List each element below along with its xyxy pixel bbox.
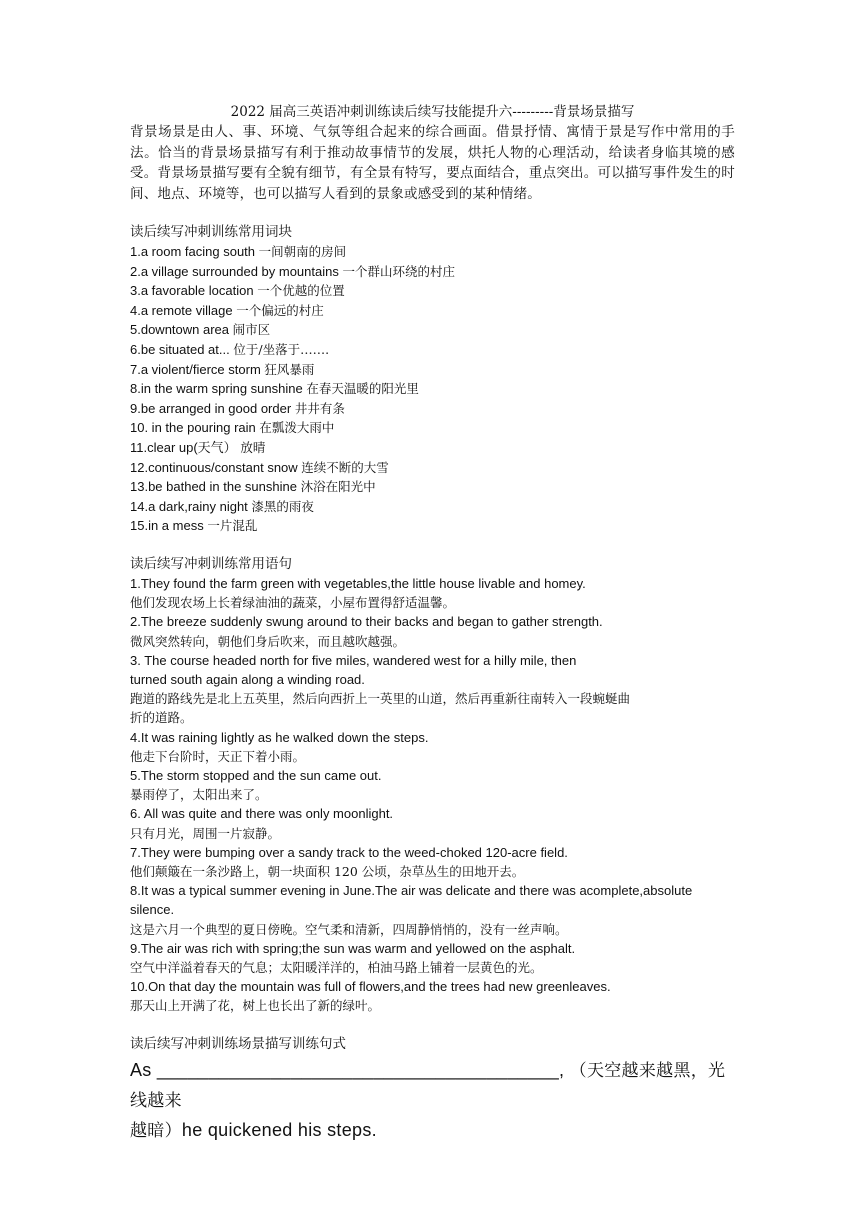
sentences-heading: 读后续写冲刺训练常用语句: [130, 555, 292, 572]
exercise-blank: _______________________________________,: [156, 1059, 565, 1080]
exercise-continuation: he quickened his steps.: [181, 1119, 377, 1140]
phrase-english: 2.a village surrounded by mountains: [130, 263, 339, 279]
phrase-item: [130, 340, 735, 360]
exercise-line-2: [130, 1116, 735, 1146]
phrase-chinese: 闹市区: [232, 322, 271, 338]
phrase-item: [130, 516, 735, 536]
phrase-chinese: 放晴: [240, 439, 266, 455]
sentence-chinese: 暴雨停了，太阳出来了。: [130, 787, 268, 803]
intro-paragraph: 背景场景是由人、事、环境、气氛等组合起来的综合画面。借景抒情、寓情于景是写作中常用的手法。恰当的背景场景描写有利于推动故事情节的发展，烘托人物的心理活动，给读者身临其境的感受。背景场景描写要有全貌有细节，有全景有特写，要点面结合，重点突出。可以描写事件发生的时间、地点、环境等，也可以描写人看到的景象或感受到的某种情绪。: [130, 124, 735, 202]
phrase-english: 5.downtown area: [130, 322, 230, 338]
sentence-item: [130, 977, 735, 1015]
phrase-english: 8.in the warm spring sunshine: [130, 381, 303, 397]
sentence-item: [130, 574, 735, 612]
sentence-item: [130, 804, 735, 842]
sentence-english: turned south again along a winding road.: [130, 671, 365, 687]
phrase-item: [130, 320, 735, 340]
sentence-chinese: 空气中洋溢着春天的气息；太阳暖洋洋的，柏油马路上铺着一层黄色的光。: [130, 959, 543, 975]
phrase-item: [130, 379, 735, 399]
sentence-english: 2.The breeze suddenly swung around to their backs and began to gather strength.: [130, 614, 603, 630]
phrase-chinese: 在春天温暖的阳光里: [306, 381, 419, 397]
phrase-item: [130, 497, 735, 517]
sentence-item: [130, 651, 735, 728]
sentence-item: [130, 939, 735, 977]
sentence-list: [130, 574, 735, 1016]
exercise-line-1: [130, 1056, 735, 1116]
sentence-chinese: 跑道的路线先是北上五英里，然后向西折上一英里的山道，然后再重新往南转入一段蜿蜒曲: [130, 691, 631, 707]
sentence-chinese: 微风突然转向，朝他们身后吹来，而且越吹越强。: [130, 633, 406, 649]
sentence-english: 7.They were bumping over a sandy track to the weed-choked 120-acre field.: [130, 844, 568, 860]
phrase-list: [130, 242, 735, 536]
phrase-english: 9.be arranged in good order: [130, 400, 292, 416]
phrase-english: 12.continuous/constant snow: [130, 459, 298, 475]
phrase-english: 13.be bathed in the sunshine: [130, 479, 297, 495]
sentence-chinese: 这是六月一个典型的夏日傍晚。空气柔和清新，四周静悄悄的，没有一丝声响。: [130, 921, 568, 937]
phrase-chinese: 漆黑的雨夜: [251, 498, 314, 514]
sentence-english: 5.The storm stopped and the sun came out.: [130, 767, 382, 783]
phrase-chinese: 井井有条: [294, 400, 345, 416]
sentence-english: 1.They found the farm green with vegetables,the little house livable and homey.: [130, 575, 586, 591]
phrase-english: 1.a room facing south: [130, 244, 256, 259]
sentence-english: 4.It was raining lightly as he walked down the steps.: [130, 729, 429, 745]
sentence-chinese: 他们发现农场上长着绿油油的蔬菜，小屋布置得舒适温馨。: [130, 595, 456, 611]
phrase-chinese: 连续不断的大雪: [301, 459, 389, 475]
sentence-item: [130, 612, 735, 650]
phrase-chinese: 在瓢泼大雨中: [259, 420, 335, 436]
sentence-english: 10.On that day the mountain was full of flowers,and the trees had new greenleaves.: [130, 979, 611, 995]
sentence-item: [130, 766, 735, 804]
phrases-heading: 读后续写冲刺训练常用词块: [130, 224, 292, 240]
exercise-sentence: [130, 1056, 735, 1146]
phrase-chinese: 位于/坐落于…….: [233, 341, 330, 357]
phrase-item: [130, 262, 735, 282]
document-title: 2022 届高三英语冲刺训练读后续写技能提升六---------背景场景描写: [230, 104, 635, 120]
sentence-english: 8.It was a typical summer evening in June.The air was delicate and there was acomplete,absolute: [130, 883, 693, 899]
phrase-chinese: 一个优越的位置: [257, 283, 345, 299]
sentence-chinese: 折的道路。: [130, 710, 193, 726]
sentence-item: [130, 728, 735, 766]
phrase-item: [130, 301, 735, 321]
phrase-chinese: 狂风暴雨: [264, 361, 315, 377]
exercise-hint-part1: （天空越来越黑，光线越来: [130, 1060, 726, 1111]
sentence-chinese: 那天山上开满了花，树上也长出了新的绿叶。: [130, 998, 381, 1014]
phrase-item: [130, 418, 735, 438]
sentence-english: silence.: [130, 902, 175, 918]
exercise-heading: 读后续写冲刺训练场景描写训练句式: [130, 1035, 346, 1052]
phrase-english: 4.a remote village: [130, 302, 233, 318]
phrase-english: 15.in a mess: [130, 518, 204, 534]
phrase-item: [130, 477, 735, 497]
phrase-english: 11.clear up(天气）: [130, 439, 237, 455]
phrase-english: 14.a dark,rainy night: [130, 498, 248, 514]
sentence-chinese: 他们颠簸在一条沙路上，朝一块面积 120 公顷，杂草丛生的田地开去。: [130, 863, 525, 879]
phrase-english: 3.a favorable location: [130, 283, 254, 299]
phrase-english: 6.be situated at...: [130, 341, 230, 357]
phrase-chinese: 一片混乱: [207, 518, 258, 534]
exercise-hint-part2: 越暗）: [130, 1120, 182, 1141]
phrase-chinese: 一个偏远的村庄: [236, 302, 324, 318]
sentence-english: 9.The air was rich with spring;the sun was warm and yellowed on the asphalt.: [130, 940, 576, 956]
phrase-item: [130, 438, 735, 458]
phrase-chinese: 一间朝南的房间: [258, 244, 347, 259]
exercise-prefix: As: [130, 1059, 152, 1080]
sentence-english: 6. All was quite and there was only moonlight.: [130, 806, 394, 822]
phrase-item: [130, 399, 735, 419]
phrase-item: [130, 360, 735, 380]
phrase-chinese: 一个群山环绕的村庄: [342, 263, 455, 279]
sentence-english: 3. The course headed north for five miles, wandered west for a hilly mile, then: [130, 652, 577, 668]
phrase-english: 10. in the pouring rain: [130, 420, 256, 436]
phrase-english: 7.a violent/fierce storm: [130, 361, 261, 377]
sentence-item: [130, 881, 735, 939]
sentence-chinese: 只有月光，周围一片寂静。: [130, 825, 281, 841]
phrase-item: [130, 281, 735, 301]
phrase-item: [130, 242, 735, 262]
document-page: [130, 102, 735, 1146]
phrase-item: [130, 458, 735, 478]
phrase-chinese: 沐浴在阳光中: [300, 479, 376, 495]
sentence-item: [130, 843, 735, 881]
sentence-chinese: 他走下台阶时，天正下着小雨。: [130, 748, 306, 764]
